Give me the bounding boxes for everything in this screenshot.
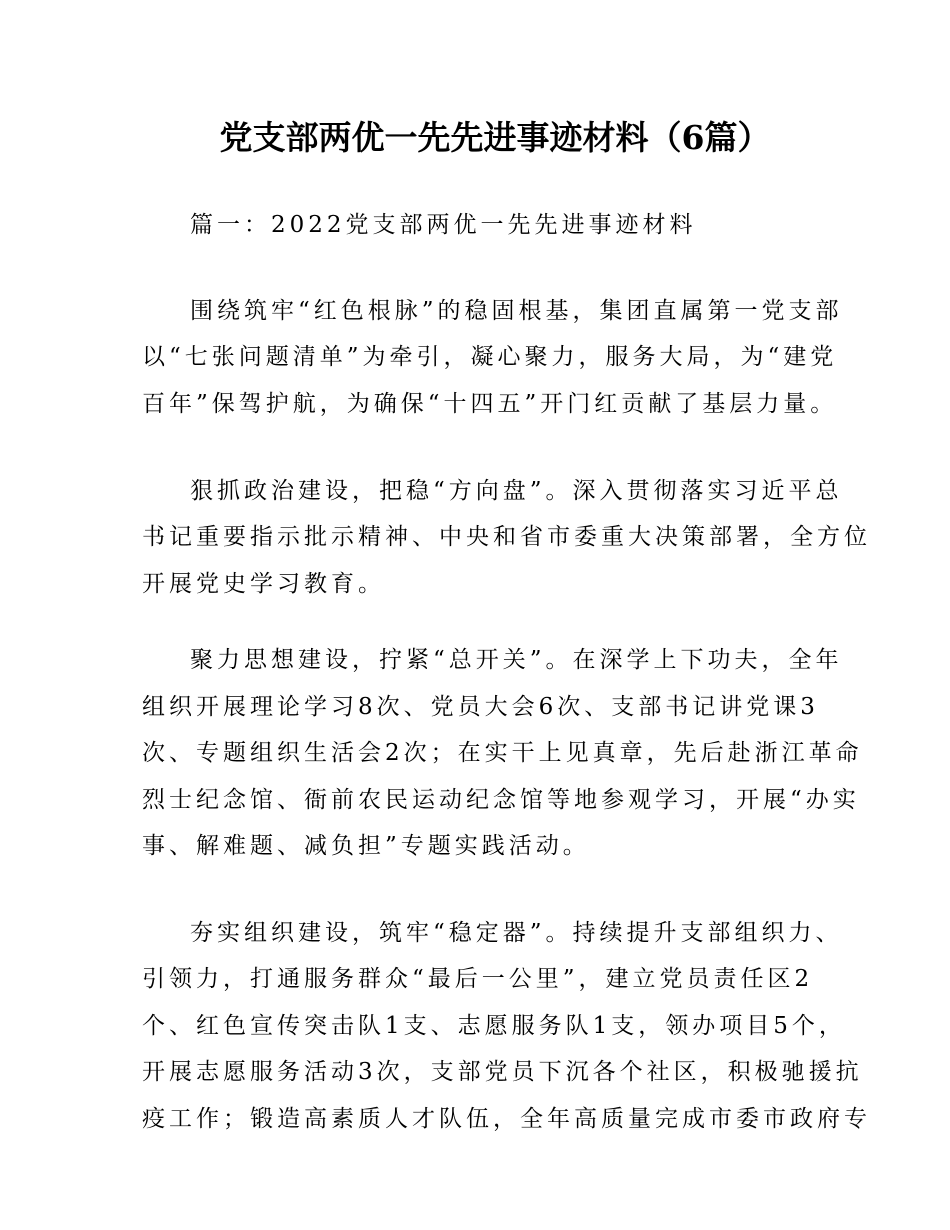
paragraph-line: 引领力，打通服务群众“最后一公里”，建立党员责任区2 [142, 966, 814, 992]
paragraph-line: 百年”保驾护航，为确保“十四五”开门红贡献了基层力量。 [142, 391, 838, 417]
paragraph-line: 事、解难题、减负担”专题实践活动。 [142, 833, 590, 859]
paragraph-line: 书记重要指示批示精神、中央和省市委重大决策部署，全方位 [142, 524, 871, 550]
paragraph-line: 开展党史学习教育。 [142, 571, 385, 597]
paragraph-line: 组织开展理论学习8次、党员大会6次、支部书记讲党课3 [142, 694, 819, 720]
paragraph-line: 聚力思想建设，拧紧“总开关”。在深学上下功夫，全年 [190, 647, 843, 673]
paragraph-line: 个、红色宣传突击队1支、志愿服务队1支，领办项目5个， [142, 1013, 846, 1039]
paragraph-line: 烈士纪念馆、衙前农民运动纪念馆等地参观学习，开展“办实 [142, 787, 860, 813]
paragraph-line: 以“七张问题清单”为牵引，凝心聚力，服务大局，为“建党 [142, 344, 838, 370]
section-heading: 篇一：2022党支部两优一先先进事迹材料 [190, 212, 697, 238]
paragraph-line: 夯实组织建设，筑牢“稳定器”。持续提升支部组织力、 [190, 920, 843, 946]
paragraph-line: 开展志愿服务活动3次，支部党员下沉各个社区，积极驰援抗 [142, 1059, 863, 1085]
paragraph-line: 狠抓政治建设，把稳“方向盘”。深入贯彻落实习近平总 [190, 478, 843, 504]
paragraph-line: 疫工作；锻造高素质人才队伍，全年高质量完成市委市政府专 [142, 1106, 871, 1132]
document-title: 党支部两优一先先进事迹材料（6篇） [219, 118, 771, 157]
paragraph-line: 次、专题组织生活会2次；在实干上见真章，先后赴浙江革命 [142, 740, 863, 766]
paragraph-line: 围绕筑牢“红色根脉”的稳固根基，集团直属第一党支部 [190, 298, 843, 324]
